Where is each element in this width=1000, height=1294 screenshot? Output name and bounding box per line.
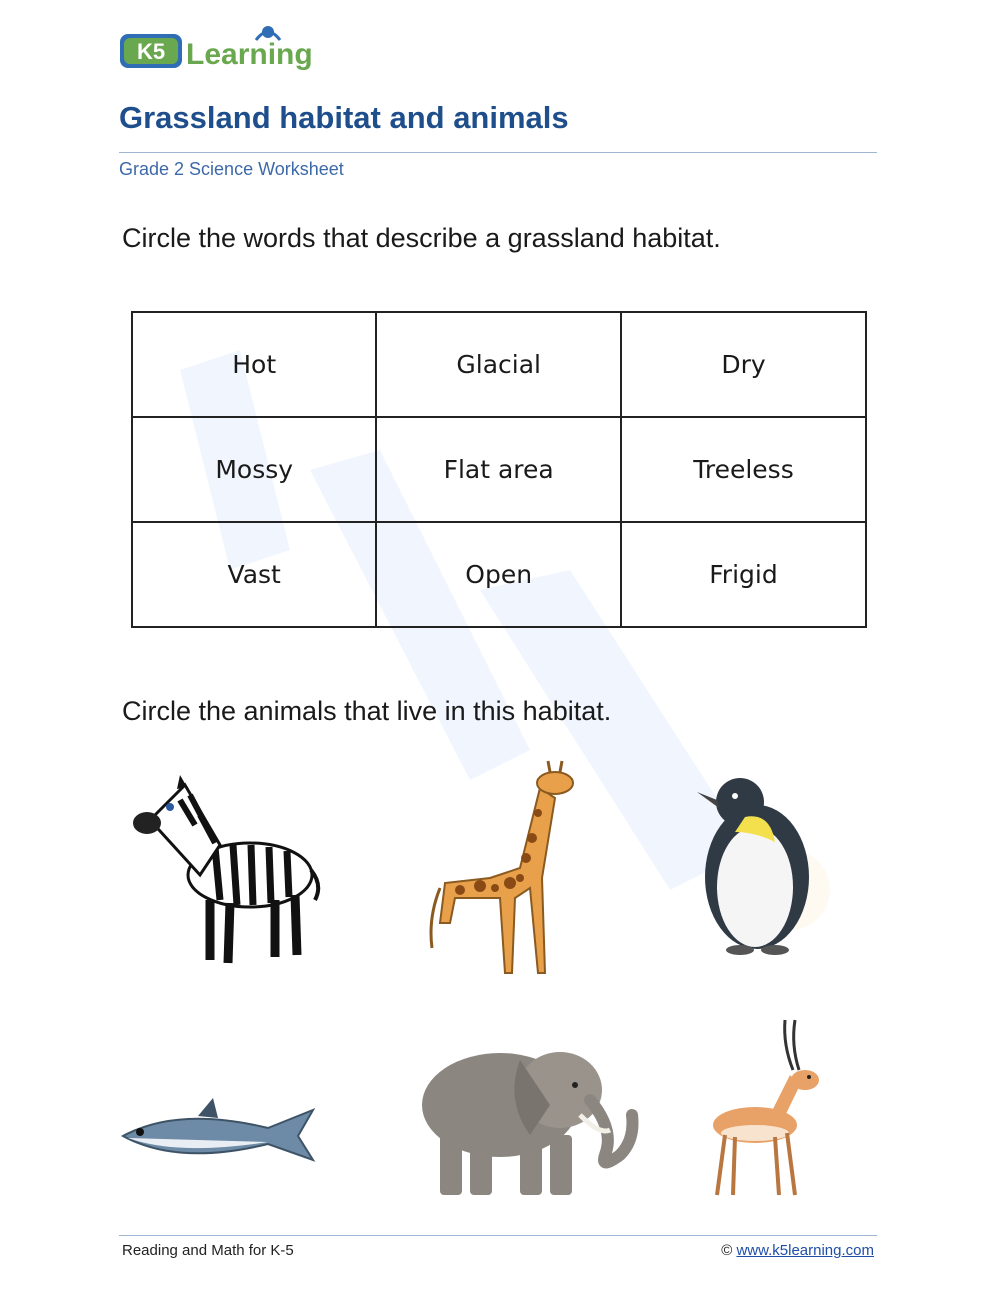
word-cell[interactable]: Vast (132, 522, 376, 627)
word-cell[interactable]: Flat area (376, 417, 621, 522)
word-cell[interactable]: Glacial (376, 312, 621, 417)
footer-divider (119, 1235, 877, 1236)
word-cell[interactable]: Mossy (132, 417, 376, 522)
table-row (132, 312, 866, 417)
instruction-words: Circle the words that describe a grassland habitat. (122, 223, 721, 253)
page-title: Grassland habitat and animals (119, 100, 569, 135)
footer-copyright (721, 1242, 874, 1259)
header-divider (119, 152, 877, 153)
word-table (131, 311, 867, 628)
giraffe-image[interactable] (420, 758, 580, 980)
k5-learning-logo (118, 20, 333, 78)
table-row (132, 417, 866, 522)
page-subtitle: Grade 2 Science Worksheet (119, 159, 344, 179)
svg-text:K5: K5 (136, 39, 166, 64)
gazelle-image[interactable] (705, 1015, 825, 1197)
word-cell[interactable]: Frigid (621, 522, 866, 627)
website-link[interactable]: www.k5learning.com (736, 1242, 874, 1259)
word-cell[interactable]: Hot (132, 312, 376, 417)
instruction-animals: Circle the animals that live in this habitat. (122, 696, 612, 726)
footer-tagline: Reading and Math for K-5 (122, 1242, 294, 1259)
penguin-image[interactable] (695, 772, 820, 957)
svg-text:Learning: Learning (186, 38, 313, 71)
table-row (132, 522, 866, 627)
elephant-image[interactable] (420, 1045, 640, 1197)
zebra-image[interactable] (125, 765, 325, 970)
fish-image[interactable] (118, 1098, 323, 1170)
word-cell[interactable]: Dry (621, 312, 866, 417)
copyright-symbol: © (721, 1242, 733, 1259)
word-cell[interactable]: Treeless (621, 417, 866, 522)
word-cell[interactable]: Open (376, 522, 621, 627)
